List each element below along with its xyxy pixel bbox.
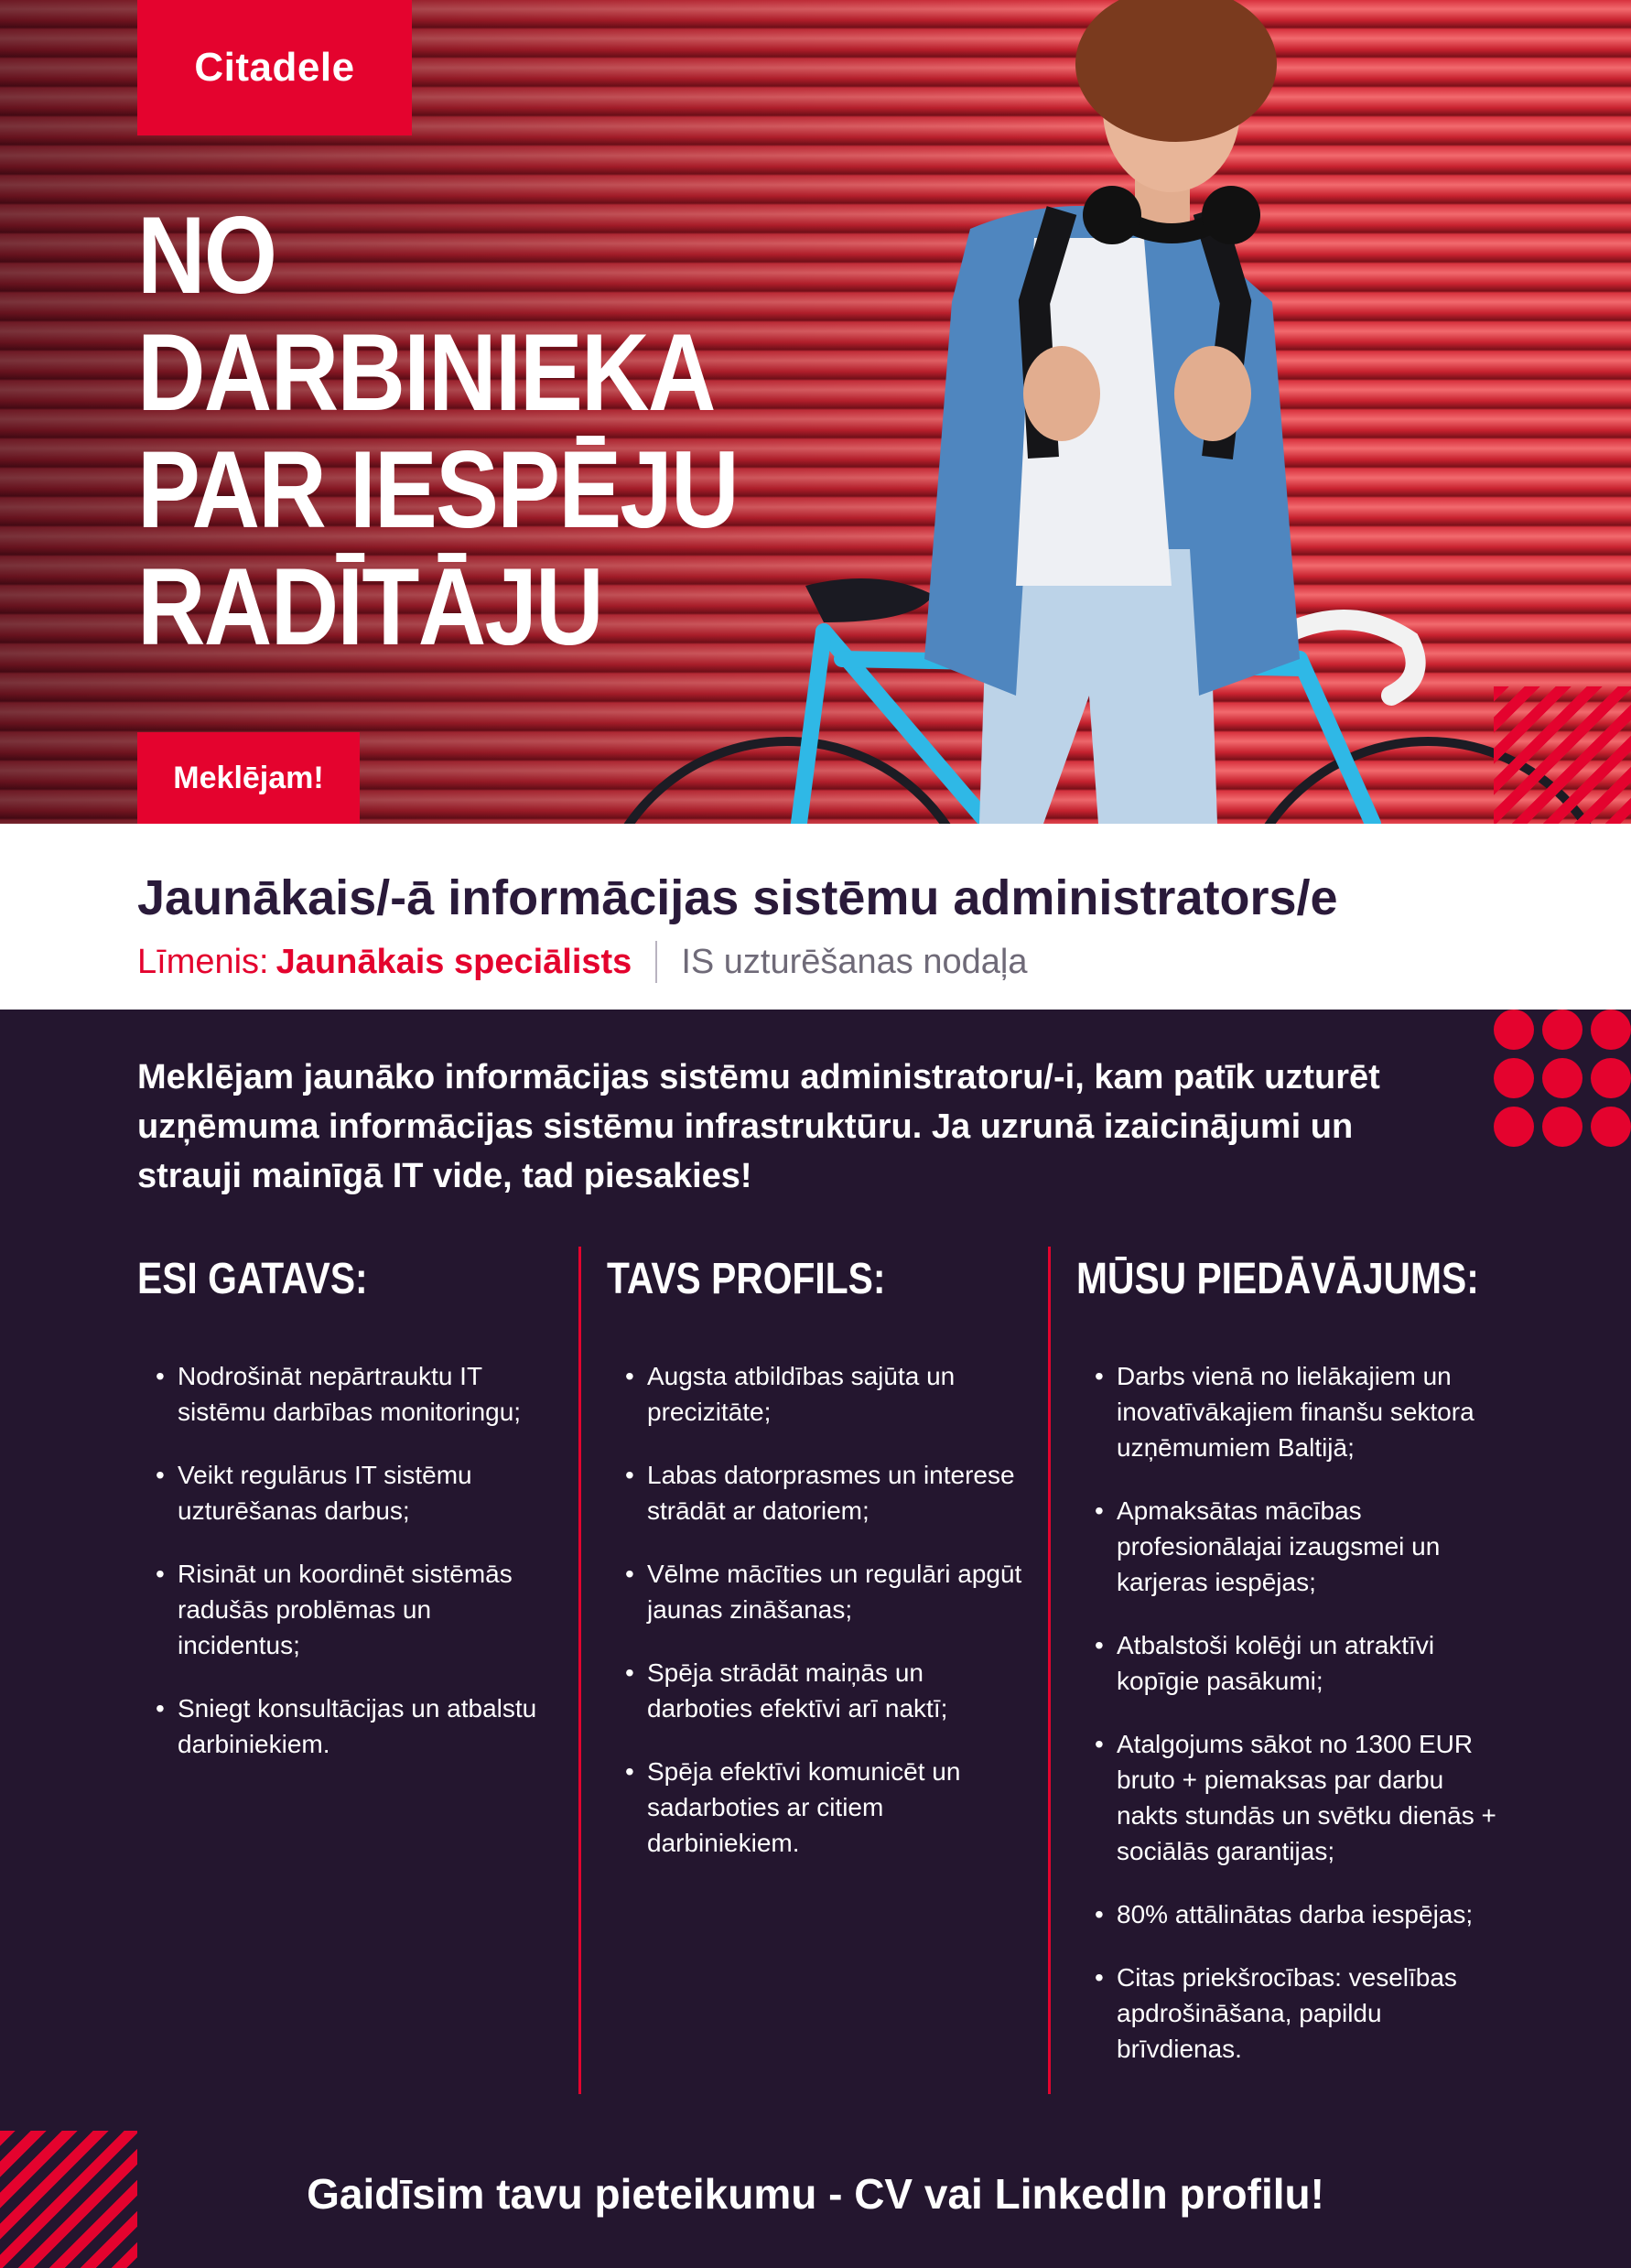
- department-name: IS uzturēšanas nodaļa: [681, 942, 1028, 981]
- column-divider: [578, 1247, 581, 2094]
- bullet-list: [137, 1358, 558, 1762]
- hero-headline: [137, 194, 846, 668]
- list-item: • Citas priekšrocības: veselības apdrošināšana, papildu brīvdienas.: [1076, 1960, 1497, 2067]
- column-responsibilities: [137, 1254, 558, 1789]
- list-item: • Apmaksātas mācības profesionālajai izaugsmei un karjeras iespējas;: [1076, 1493, 1497, 1600]
- bullet-list: [607, 1358, 1028, 1861]
- list-item: • Spēja strādāt maiņās un darboties efektīvi arī naktī;: [607, 1655, 1028, 1726]
- headline-line: DARBINIEKA: [137, 311, 715, 434]
- list-item: • Darbs vienā no lielākajiem un inovatīvākajiem finanšu sektora uzņēmumiem Baltijā;: [1076, 1358, 1497, 1465]
- job-title: Jaunākais/-ā informācijas sistēmu administrators/e: [137, 870, 1338, 925]
- headline-line: RADĪTĀJU: [137, 545, 602, 668]
- dot-grid-decoration: [1494, 1010, 1631, 1147]
- column-heading: MŪSU PIEDĀVĀJUMS:: [1076, 1255, 1479, 1303]
- level-label: Līmenis:: [137, 942, 269, 981]
- job-title-section: [0, 824, 1631, 1010]
- list-item: • Augsta atbildības sajūta un precizitāte;: [607, 1358, 1028, 1430]
- hero-banner: [0, 0, 1631, 824]
- column-divider: [1048, 1247, 1051, 2094]
- column-heading: ESI GATAVS:: [137, 1255, 368, 1303]
- bullet-list: [1076, 1358, 1497, 2067]
- citadele-logo: Citadele: [137, 0, 412, 135]
- meta-divider: [655, 941, 657, 983]
- diagonal-stripes-decoration: [1494, 686, 1631, 824]
- column-offer: [1076, 1254, 1497, 2094]
- intro-text: Meklējam jaunāko informācijas sistēmu administratoru/-i, kam patīk uzturēt uzņēmuma informācijas sistēmu infrastruktūru. Ja uzrunā izaicinājumi un strauji mainīgā IT vide, tad piesakies!: [137, 1058, 1380, 1195]
- list-item: • 80% attālinātas darba iespējas;: [1076, 1896, 1497, 1932]
- column-profile: [607, 1254, 1028, 1888]
- job-meta: [137, 941, 1027, 983]
- list-item: • Atalgojums sākot no 1300 EUR bruto + piemaksas par darbu nakts stundās un svētku dienās + sociālās garantijas;: [1076, 1726, 1497, 1869]
- list-item: • Sniegt konsultācijas un atbalstu darbiniekiem.: [137, 1690, 558, 1762]
- level-value: Jaunākais speciālists: [275, 942, 632, 981]
- call-to-action: Gaidīsim tavu pieteikumu - CV vai LinkedIn profilu!: [307, 2170, 1324, 2218]
- list-item: • Spēja efektīvi komunicēt un sadarboties ar citiem darbiniekiem.: [607, 1754, 1028, 1861]
- seeking-badge: Meklējam!: [137, 732, 360, 824]
- headline-line: PAR IESPĒJU: [137, 428, 738, 551]
- column-heading: TAVS PROFILS:: [607, 1255, 886, 1303]
- list-item: • Labas datorprasmes un interese strādāt ar datoriem;: [607, 1457, 1028, 1528]
- list-item: • Nodrošināt nepārtrauktu IT sistēmu darbības monitoringu;: [137, 1358, 558, 1430]
- headline-line: NO: [137, 194, 276, 317]
- list-item: • Risināt un koordinēt sistēmās radušās problēmas un incidentus;: [137, 1556, 558, 1663]
- list-item: • Vēlme mācīties un regulāri apgūt jaunas zināšanas;: [607, 1556, 1028, 1627]
- list-item: • Veikt regulārus IT sistēmu uzturēšanas darbus;: [137, 1457, 558, 1528]
- list-item: • Atbalstoši kolēģi un atraktīvi kopīgie pasākumi;: [1076, 1627, 1497, 1699]
